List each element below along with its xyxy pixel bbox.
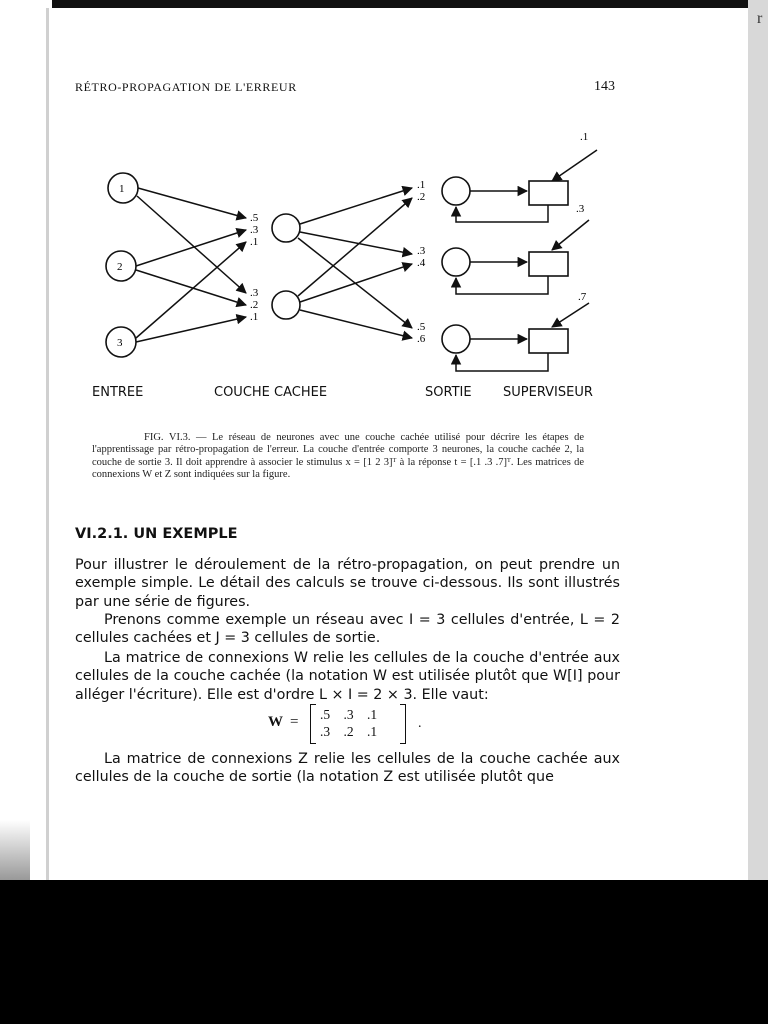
page-number: 143 — [594, 79, 615, 94]
target-arrows — [552, 150, 597, 327]
input-node-label: 1 — [119, 183, 125, 195]
input-hidden-connections — [136, 188, 246, 342]
weight-label: .1 — [250, 236, 259, 248]
input-node — [108, 173, 138, 203]
weight-label: .2 — [250, 299, 259, 311]
weight-label: .1 — [250, 311, 259, 323]
weight-label: .1 — [417, 179, 426, 191]
matrix-w — [268, 704, 468, 746]
paragraph-text: La matrice de connexions W relie les cellules de la couche d'entrée aux cellules de la couche cachée (la notation W est utilisée plutôt que W[I] pour alléger l'écriture). Elle est d'ordre L × I = 2 × 3. Elle vaut: — [75, 650, 620, 703]
weight-label: .3 — [250, 287, 259, 299]
body-paragraph — [75, 649, 620, 704]
supervisor-box — [529, 181, 568, 205]
running-head: RÉTRO-PROPAGATION DE L'ERREUR — [75, 80, 297, 94]
layer-label-input: ENTREE — [92, 385, 144, 400]
target-label: .1 — [580, 131, 589, 143]
hidden-node — [272, 291, 300, 319]
matrix-bracket-left — [310, 704, 316, 744]
hidden-node — [272, 214, 300, 242]
matrix-row: .5 .3 .1 — [320, 707, 378, 722]
target-label: .7 — [578, 291, 587, 303]
output-unit — [442, 248, 568, 294]
weight-label: .6 — [417, 333, 426, 345]
matrix-row: .3 .2 .1 — [320, 724, 378, 739]
weight-label: .2 — [417, 191, 426, 203]
weight-label: .4 — [417, 257, 426, 269]
adjacent-page-mark: r — [757, 10, 763, 27]
body-paragraph — [75, 611, 620, 648]
weight-label: .3 — [417, 245, 426, 257]
hidden-output-connections — [298, 188, 412, 338]
matrix-equals: = — [290, 714, 299, 730]
figure-caption — [92, 432, 584, 482]
paragraph-text: Pour illustrer le déroulement de la rétro-propagation, on peut prendre un exemple simple. Le détail des calculs se trouve ci-dessous. Ils sont illustrés par une série de figures. — [75, 557, 620, 610]
input-node — [106, 327, 136, 357]
layer-label-hidden: COUCHE CACHEE — [214, 385, 328, 400]
layer-label-supervisor: SUPERVISEUR — [503, 385, 593, 400]
output-node — [442, 177, 470, 205]
weight-label: .5 — [417, 321, 426, 333]
weight-label: .3 — [250, 224, 259, 236]
target-label: .3 — [576, 203, 585, 215]
input-node — [106, 251, 136, 281]
body-paragraph — [75, 750, 620, 787]
input-node-label: 2 — [117, 261, 123, 273]
matrix-bracket-right — [400, 704, 406, 744]
section-title: VI.2.1. UN EXEMPLE — [75, 526, 238, 542]
paragraph-text: La matrice de connexions Z relie les cellules de la couche cachée aux cellules de la couche de sortie (la notation Z est utilisée plutôt que — [75, 751, 620, 786]
output-node — [442, 325, 470, 353]
paragraph-text: Prenons comme exemple un réseau avec I = 3 cellules d'entrée, L = 2 cellules cachées et J = 3 cellules de sortie. — [75, 612, 620, 647]
output-unit — [442, 177, 568, 222]
output-node — [442, 248, 470, 276]
caption-text: FIG. VI.3. — Le réseau de neurones avec une couche cachée utilisé pour décrire les étapes de l'apprentissage par rétro-propagation de l'erreur. La couche d'entrée comporte 3 neurones, la couche cachée 2, la couche de sortie 3. Il doit apprendre à associer le stimulus x = [1 2 3]ᵀ à la réponse t = [.1 .3 .7]ᵀ. Les matrices de connexions W et Z sont indiquées sur la figure. — [92, 432, 584, 481]
body-paragraph — [75, 556, 620, 611]
weight-label: .5 — [250, 212, 259, 224]
matrix-period: . — [418, 716, 422, 731]
supervisor-box — [529, 252, 568, 276]
layer-label-output: SORTIE — [425, 385, 472, 400]
output-unit — [442, 325, 568, 371]
matrix-name: W — [268, 714, 283, 730]
input-node-label: 3 — [117, 337, 123, 349]
supervisor-box — [529, 329, 568, 353]
